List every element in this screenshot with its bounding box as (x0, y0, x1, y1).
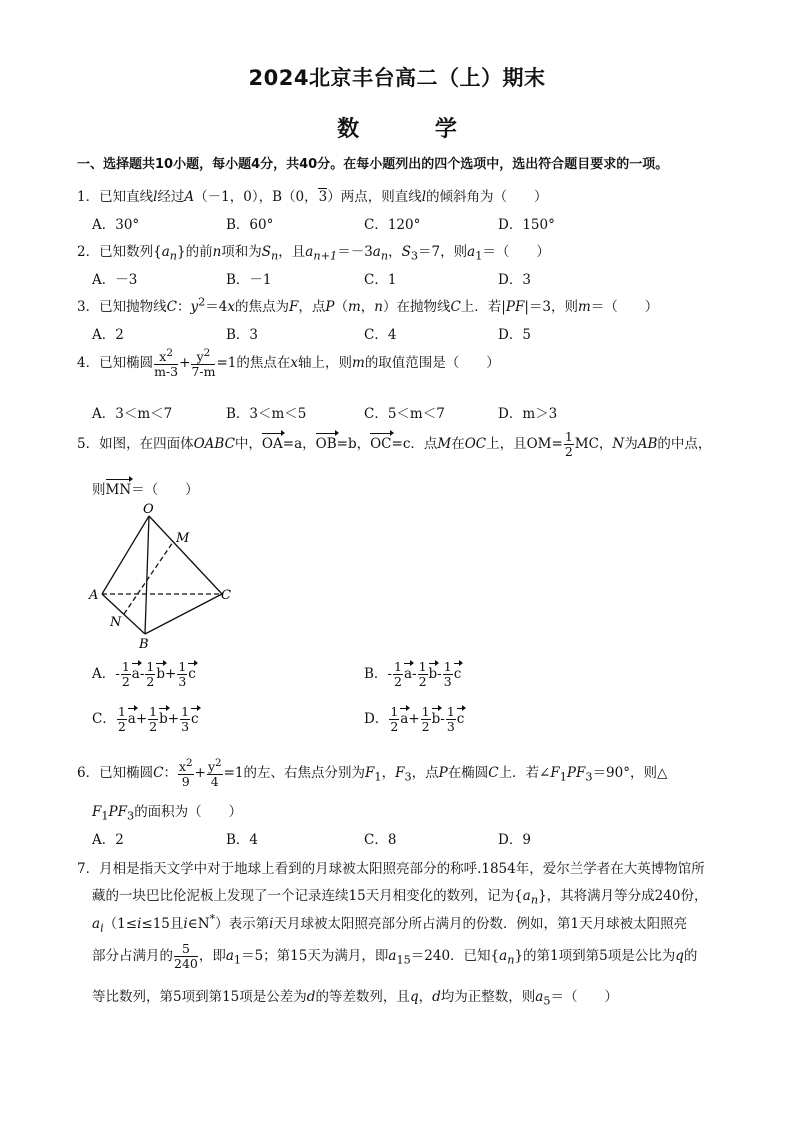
question-7-line-2: 藏的一块巴比伦泥板上发现了一个记录连续15天月相变化的数列，记为$\{a_n\}$，其将满月等分成240份， (92, 888, 708, 907)
q1-option-d: D．150° (498, 217, 555, 233)
question-5-cont: 则MN＝（ ） (92, 482, 199, 498)
label-M: M (176, 531, 190, 546)
question-7-line-4: 部分占满月的 $\frac{5}{240}$ ，即$a_1=5$；第15天为满月，即$a_{15}=240$．已知$\{a_n\}$的第1项到第5项是公比为q的 (92, 941, 698, 971)
q1-option-c: C．120° (364, 217, 421, 233)
question-6-cont: $F_1PF_3$的面积为（ ） (92, 804, 243, 823)
question-5: 5．如图，在四面体OABC中，OA=a，OB=b，OC=c．点M在OC上，且OM= $\frac{1}{2}$ MC，N为AB的中点， (77, 429, 712, 459)
label-O: O (143, 502, 154, 517)
q5-option-a: A．- $\frac{1}{2}$ a- $\frac{1}{2}$ b+ $\frac{1}{3}$ c (92, 659, 196, 689)
fraction-half: $\frac{1}{2}$ (564, 429, 573, 459)
exam-title: 2024北京丰台高二（上）期末 (248, 66, 546, 90)
q2-option-b: B．－1 (226, 272, 272, 288)
q2-option-d: D．3 (498, 272, 531, 288)
question-7-line-5: 等比数列，第5项到第15项是公差为d的等差数列，且q，d均为正整数，则$a_5=$（ ） (92, 989, 618, 1008)
q3-option-c: C．4 (364, 327, 397, 343)
fraction-x2-m3: $\frac{x^2}{m-3}$ (154, 347, 179, 379)
label-N: N (110, 615, 122, 630)
q2-option-c: C．1 (364, 272, 397, 288)
q4-option-b: B．3＜m＜5 (226, 406, 307, 422)
sqrt-3: 3 (318, 189, 328, 205)
q5-option-b: B．- $\frac{1}{2}$ a- $\frac{1}{2}$ b- $\frac{1}{3}$ c (364, 659, 462, 689)
section-heading: 一、选择题共10小题，每小题4分，共40分。在每小题列出的四个选项中，选出符合题目要求的一项。 (77, 157, 669, 172)
q4-option-c: C．5＜m＜7 (364, 406, 445, 422)
q6-option-d: D．9 (498, 832, 531, 848)
q3-option-d: D．5 (498, 327, 531, 343)
q6-option-a: A．2 (92, 832, 124, 848)
question-7-line-1: 7．月相是指天文学中对于地球上看到的月球被太阳照亮部分的称呼.1854年，爱尔兰学者在大英博物馆所 (77, 861, 705, 877)
q5-option-d: D． $\frac{1}{2}$ a+ $\frac{1}{2}$ b- $\frac{1}{3}$ c (364, 704, 465, 734)
tetrahedron-figure (86, 500, 246, 650)
label-B: B (139, 637, 149, 650)
q6-option-b: B．4 (226, 832, 259, 848)
question-2: 2．已知数列$\{a_n\}$的前n项和为$S_n$，且$a_{n+1}=-3a_n$，$S_3=7$，则$a_1=$（ ） (77, 244, 550, 263)
subject-title: 数 学 (337, 117, 491, 142)
q4-option-a: A．3＜m＜7 (92, 406, 173, 422)
q5-option-c: C． $\frac{1}{2}$ a+ $\frac{1}{2}$ b+ $\frac{1}{3}$ c (92, 704, 199, 734)
label-C: C (221, 588, 231, 603)
q4-option-d: D．m＞3 (498, 406, 558, 422)
q3-option-b: B．3 (226, 327, 259, 343)
question-7-line-3: $a_i(1\le i\le 15$且i∈N*）表示第i天月球被太阳照亮部分所占满月的份数．例如，第1天月球被太阳照亮 (92, 912, 688, 935)
question-4: 4．已知椭圆 $\frac{x^2}{m-3}$ + $\frac{y^2}{7-m}$ =1的焦点在x轴上，则m的取值范围是（ ） (77, 347, 500, 379)
q6-option-c: C．8 (364, 832, 397, 848)
fraction-y2-7m: $\frac{y^2}{7-m}$ (191, 347, 216, 379)
question-3: 3．已知抛物线C：$y^2=4x$的焦点为F，点P（m，n）在抛物线C上．若|PF|＝3，则m＝（ ） (77, 295, 659, 315)
q1-option-a: A．30° (92, 217, 140, 233)
label-A: A (89, 588, 99, 603)
question-6: 6．已知椭圆C： $\frac{x^2}{9}$ + $\frac{y^2}{4}$ =1的左、右焦点分别为$F_1$，$F_3$，点P在椭圆C上．若$\angle F_1PF_3=90^\circ$，则△ (77, 757, 668, 789)
q2-option-a: A．－3 (92, 272, 138, 288)
q3-option-a: A．2 (92, 327, 124, 343)
question-1: 1．已知直线l经过A（－1，0），B（0，3）两点，则直线l的倾斜角为（ ） (77, 189, 548, 205)
q1-option-b: B．60° (226, 217, 274, 233)
